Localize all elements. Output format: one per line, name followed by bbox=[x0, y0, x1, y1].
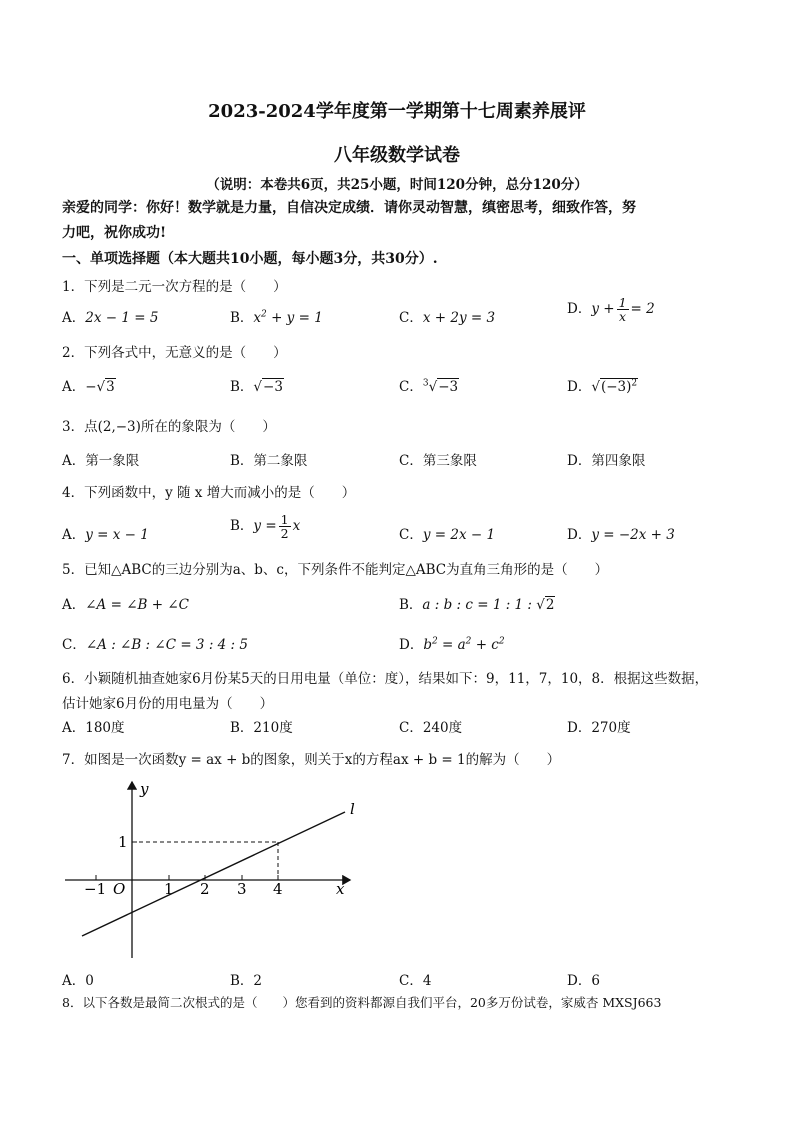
question-7-stem: 7．如图是一次函数y = ax + b的图象，则关于x的方程ax + b = 1的解为（ ） bbox=[62, 752, 561, 768]
question-1-stem: 1．下列是二元一次方程的是（ ） bbox=[62, 279, 287, 295]
question-6-option-a: A．180度 bbox=[62, 720, 125, 736]
x-axis-label: x bbox=[336, 880, 345, 898]
function-line bbox=[82, 812, 345, 936]
question-5-option-a bbox=[62, 593, 189, 613]
question-7-option-a: A．0 bbox=[62, 973, 94, 989]
option-label: B． bbox=[230, 518, 254, 534]
y-axis-label: y bbox=[140, 780, 149, 798]
question-7-option-b: B．2 bbox=[230, 973, 263, 989]
question-2-option-b: B．√−3 bbox=[230, 379, 283, 395]
question-5-stem: 5．已知△ABC的三边分别为a、b、c，下列条件不能判定△ABC为直角三角形的是（ ） bbox=[62, 562, 609, 578]
x-tick-label: 3 bbox=[237, 880, 247, 898]
option-label: A． bbox=[62, 379, 86, 395]
x-tick-label: 2 bbox=[200, 880, 210, 898]
greeting-line-2: 力吧，祝你成功! bbox=[62, 225, 167, 241]
option-expression: 2x − 1 = 5 bbox=[85, 310, 159, 326]
question-3-option-c: C．第三象限 bbox=[399, 453, 477, 469]
option-label: D． bbox=[567, 379, 592, 395]
x-tick-label: 4 bbox=[273, 880, 283, 898]
question-1-option-b: B．$x^2 + y = 1$ bbox=[230, 309, 323, 326]
question-6-stem-line-2: 估计她家6月份的用电量为（ ） bbox=[62, 696, 274, 712]
greeting-line-1: 亲爱的同学：你好！数学就是力量，自信决定成绩．请你灵动智慧，缜密思考，细致作答，努 bbox=[62, 200, 636, 216]
option-label: C． bbox=[399, 310, 423, 326]
x-tick-label: −1 bbox=[84, 880, 107, 898]
option-label: D． bbox=[567, 527, 592, 543]
question-4-option-b: B．y = $\frac{1}{2}$ x bbox=[230, 512, 301, 541]
question-5-option-b: B．a : b : c = 1 : 1 : √2 bbox=[399, 597, 555, 613]
option-label: D． bbox=[399, 637, 424, 653]
question-2-option-c: C．$^3$√−3 bbox=[399, 378, 459, 395]
question-4-stem: 4．下列函数中，y 随 x 增大而减小的是（ ） bbox=[62, 485, 356, 501]
option-label: A． bbox=[62, 310, 86, 326]
line-label: l bbox=[350, 800, 355, 818]
option-label: C． bbox=[399, 527, 423, 543]
option-label: B． bbox=[230, 310, 254, 326]
question-6-option-b: B．210度 bbox=[230, 720, 293, 736]
option-label: A． bbox=[62, 527, 86, 543]
question-4-option-d bbox=[567, 523, 675, 543]
question-5-option-d: D．$b^2 = a^2 + c^2$ bbox=[399, 636, 505, 653]
question-5-option-c bbox=[62, 633, 248, 653]
question-2-option-d: D．$√(-3)^2$ bbox=[567, 378, 638, 395]
question-3-stem: 3．点(2,−3)所在的象限为（ ） bbox=[62, 419, 276, 435]
exam-note: （说明：本卷共6页，共25小题，时间120分钟，总分120分） bbox=[206, 177, 588, 193]
question-7-option-d: D．6 bbox=[567, 973, 600, 989]
exam-title: 2023-2024学年度第一学期第十七周素养展评 bbox=[208, 101, 586, 122]
option-expression: y = 2x − 1 bbox=[422, 527, 496, 543]
question-8-stem: 8．以下各数是最简二次根式的是（ ）您看到的资料都源自我们平台，20多万份试卷，家威杏 MXSJ663 bbox=[62, 995, 662, 1010]
option-label: B． bbox=[230, 379, 254, 395]
question-4-option-a bbox=[62, 523, 149, 543]
x-tick-label: 1 bbox=[164, 880, 174, 898]
question-4-option-c bbox=[399, 523, 495, 543]
question-3-option-a: A．第一象限 bbox=[62, 453, 140, 469]
option-label: C． bbox=[62, 637, 86, 653]
option-label: D． bbox=[567, 301, 592, 317]
option-label: B． bbox=[399, 597, 423, 613]
y-tick-label: 1 bbox=[118, 833, 128, 851]
question-3-option-d: D．第四象限 bbox=[567, 453, 646, 469]
question-2-option-a: A．−√3 bbox=[62, 379, 115, 395]
question-6-stem-line-1: 6．小颖随机抽查她家6月份某5天的日用电量（单位：度），结果如下：9，11，7，10，8．根据这些数据， bbox=[62, 671, 709, 687]
option-expression: y = x − 1 bbox=[85, 527, 149, 543]
option-expression: y = −2x + 3 bbox=[591, 527, 675, 543]
option-expression: ∠A : ∠B : ∠C = 3 : 4 : 5 bbox=[85, 637, 248, 653]
question-3-option-b: B．第二象限 bbox=[230, 453, 308, 469]
question-6-option-c: C．240度 bbox=[399, 720, 463, 736]
option-expression: ∠A = ∠B + ∠C bbox=[85, 597, 189, 613]
question-1-option-a bbox=[62, 306, 158, 326]
origin-label: O bbox=[113, 880, 126, 898]
option-label: C． bbox=[399, 379, 423, 395]
option-expression: x + 2y = 3 bbox=[422, 310, 496, 326]
section-heading: 一、单项选择题（本大题共10小题，每小题3分，共30分）. bbox=[62, 251, 438, 267]
question-7-option-c: C．4 bbox=[399, 973, 432, 989]
linear-function-graph bbox=[60, 776, 360, 966]
question-2-stem: 2．下列各式中，无意义的是（ ） bbox=[62, 345, 287, 361]
question-6-option-d: D．270度 bbox=[567, 720, 631, 736]
exam-subtitle: 八年级数学试卷 bbox=[334, 145, 460, 166]
option-expression: a : b : c = 1 : 1 : bbox=[422, 597, 532, 613]
question-1-option-d: D．y + $\frac{1}{x}$ = 2 bbox=[567, 295, 655, 324]
question-1-option-c bbox=[399, 306, 495, 326]
option-label: A． bbox=[62, 597, 86, 613]
